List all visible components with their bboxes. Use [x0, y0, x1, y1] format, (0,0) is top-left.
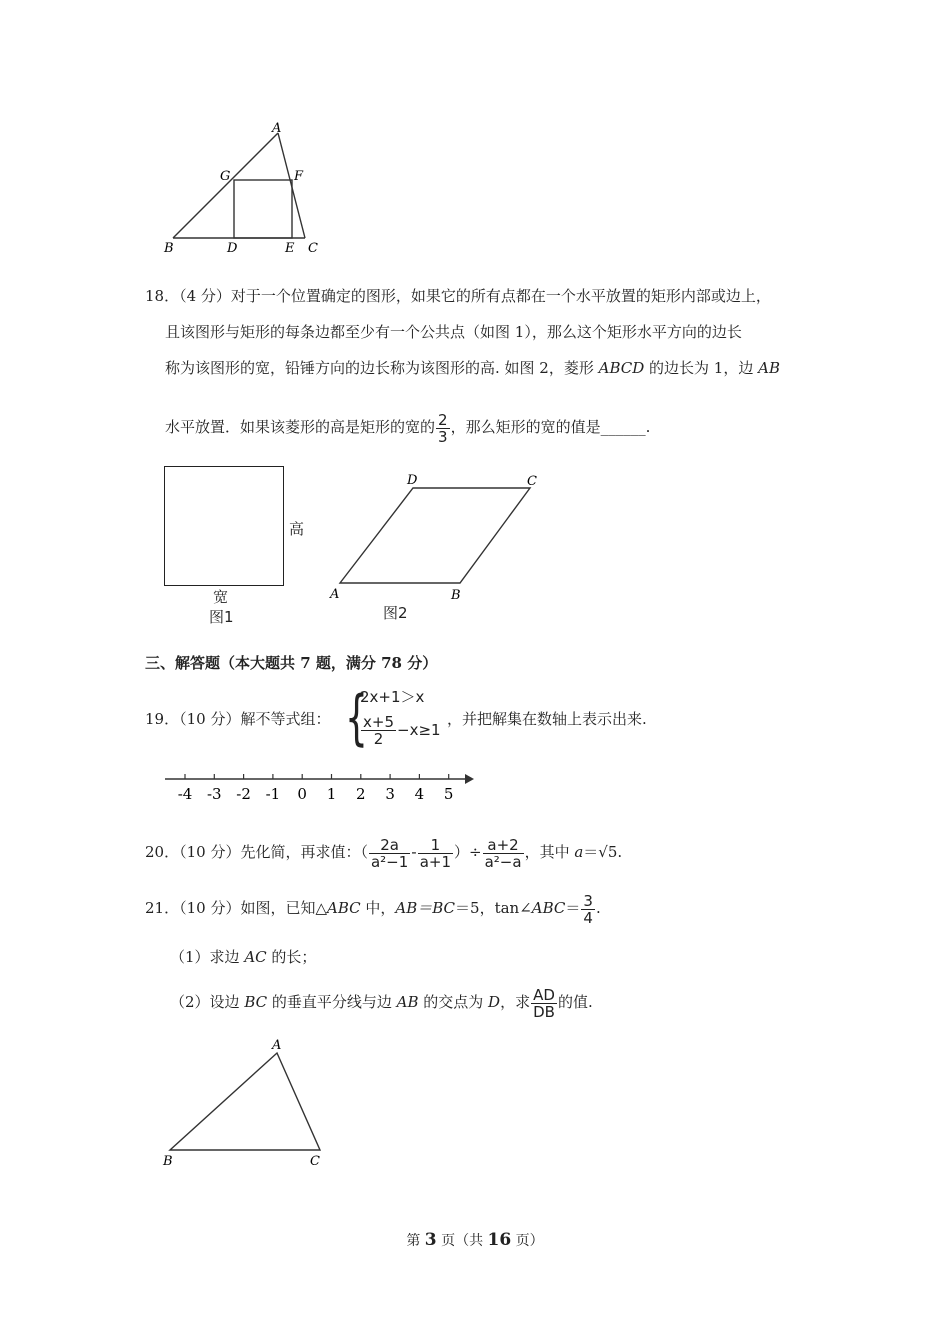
axis-tick-label: 3: [385, 785, 395, 803]
label-F: F: [294, 169, 304, 184]
axis-tick-label: 0: [297, 785, 307, 803]
square-DEFG: [234, 180, 292, 238]
axis-tick-label: 2: [356, 785, 366, 803]
axis-tick-label: -2: [236, 785, 251, 803]
label-G: G: [220, 169, 231, 184]
q18-line4: 水平放置．如果该菱形的高是矩形的宽的 $\frac{2}{3}$ ，那么矩形的宽的值是______.: [165, 410, 651, 446]
label-D: D: [227, 241, 238, 256]
axis-tick-label: 4: [414, 785, 425, 803]
q19-prefix: 19．（10 分）解不等式组：: [145, 710, 331, 728]
label-A: A: [272, 121, 282, 136]
rhombus-figure: [325, 468, 555, 603]
label-C: C: [527, 474, 537, 489]
section3-title: 三、解答题（本大题共 7 题，满分 78 分）: [145, 654, 438, 672]
fraction-3: $\frac{a+2}{\text{a²−a}}$: [484, 835, 522, 871]
segment-BA: [173, 133, 278, 238]
label-D: D: [407, 473, 418, 488]
axis-tick-label: 1: [326, 785, 337, 803]
fraction-AD-DB: $\frac{AD}{DB}$: [533, 985, 555, 1021]
label-B: B: [451, 588, 461, 603]
inequality-brace: {: [345, 683, 368, 753]
inequality-2: $\frac{x+5}{2}$ −x≥1: [363, 713, 441, 748]
page-footer: 第 3 页（共 16 页）: [406, 1230, 544, 1250]
q20-line: 20．（10 分）先化简，再求值：（ $\frac{2a}{\text{a²−1}}$ - $\frac{1}{a+1}$ ）÷ $\frac{a+2}{\text{a²−a}}$ ，其中 a＝√5.: [145, 835, 623, 871]
q19-suffix: ，并把解集在数轴上表示出来.: [447, 710, 647, 728]
figure1-height-label: 高: [289, 520, 305, 538]
label-C: C: [308, 241, 318, 256]
triangle-ABC: [170, 1053, 320, 1150]
label-A: A: [330, 587, 340, 602]
fraction-three-quarters: $\frac{3}{4}$: [583, 891, 593, 927]
inequality-1: 2x+1＞x: [360, 688, 425, 706]
fraction-1: $\frac{2a}{\text{a²−1}}$: [370, 835, 409, 871]
label-E: E: [285, 241, 295, 256]
q18-line1: 18．（4 分）对于一个位置确定的图形，如果它的所有点都在一个水平放置的矩形内部或边上，: [145, 287, 771, 305]
triangle-square-figure: [155, 118, 335, 258]
triangle-ABC-figure: [155, 1035, 340, 1170]
label-A: A: [272, 1038, 282, 1053]
axis-tick-label: -3: [206, 785, 222, 803]
figure1-rectangle: [164, 466, 284, 586]
label-C: C: [310, 1154, 320, 1169]
axis-tick-label: -4: [177, 785, 193, 803]
q21-part1: （1）求边 AC 的长；: [170, 948, 317, 966]
q21-line1: 21．（10 分）如图，已知△ABC 中，AB＝BC＝5，tan∠ABC＝ $\frac{3}{4}$ .: [145, 891, 601, 927]
label-B: B: [164, 241, 174, 256]
axis-tick-label: 5: [443, 785, 454, 803]
axis-tick-label: -1: [265, 785, 281, 803]
fraction-2: $\frac{1}{a+1}$: [419, 835, 452, 871]
figure1-width-label: 宽: [213, 588, 229, 606]
q18-line2: 且该图形与矩形的每条边都至少有一个公共点（如图 1），那么这个矩形水平方向的边长: [165, 323, 742, 341]
q18-line3: 称为该图形的宽，铅锤方向的边长称为该图形的高. 如图 2，菱形 ABCD 的边长为 1，边 AB: [165, 359, 780, 377]
number-line: [160, 770, 480, 805]
rhombus-ABCD: [340, 488, 530, 583]
q21-part2: （2）设边 BC 的垂直平分线与边 AB 的交点为 D，求 $\frac{AD}{DB}$ 的值.: [170, 985, 593, 1021]
figure1-caption: 图1: [209, 608, 234, 626]
label-B: B: [163, 1154, 173, 1169]
figure2-caption: 图2: [383, 604, 408, 622]
fraction-two-thirds: $\frac{2}{3}$: [438, 410, 448, 446]
